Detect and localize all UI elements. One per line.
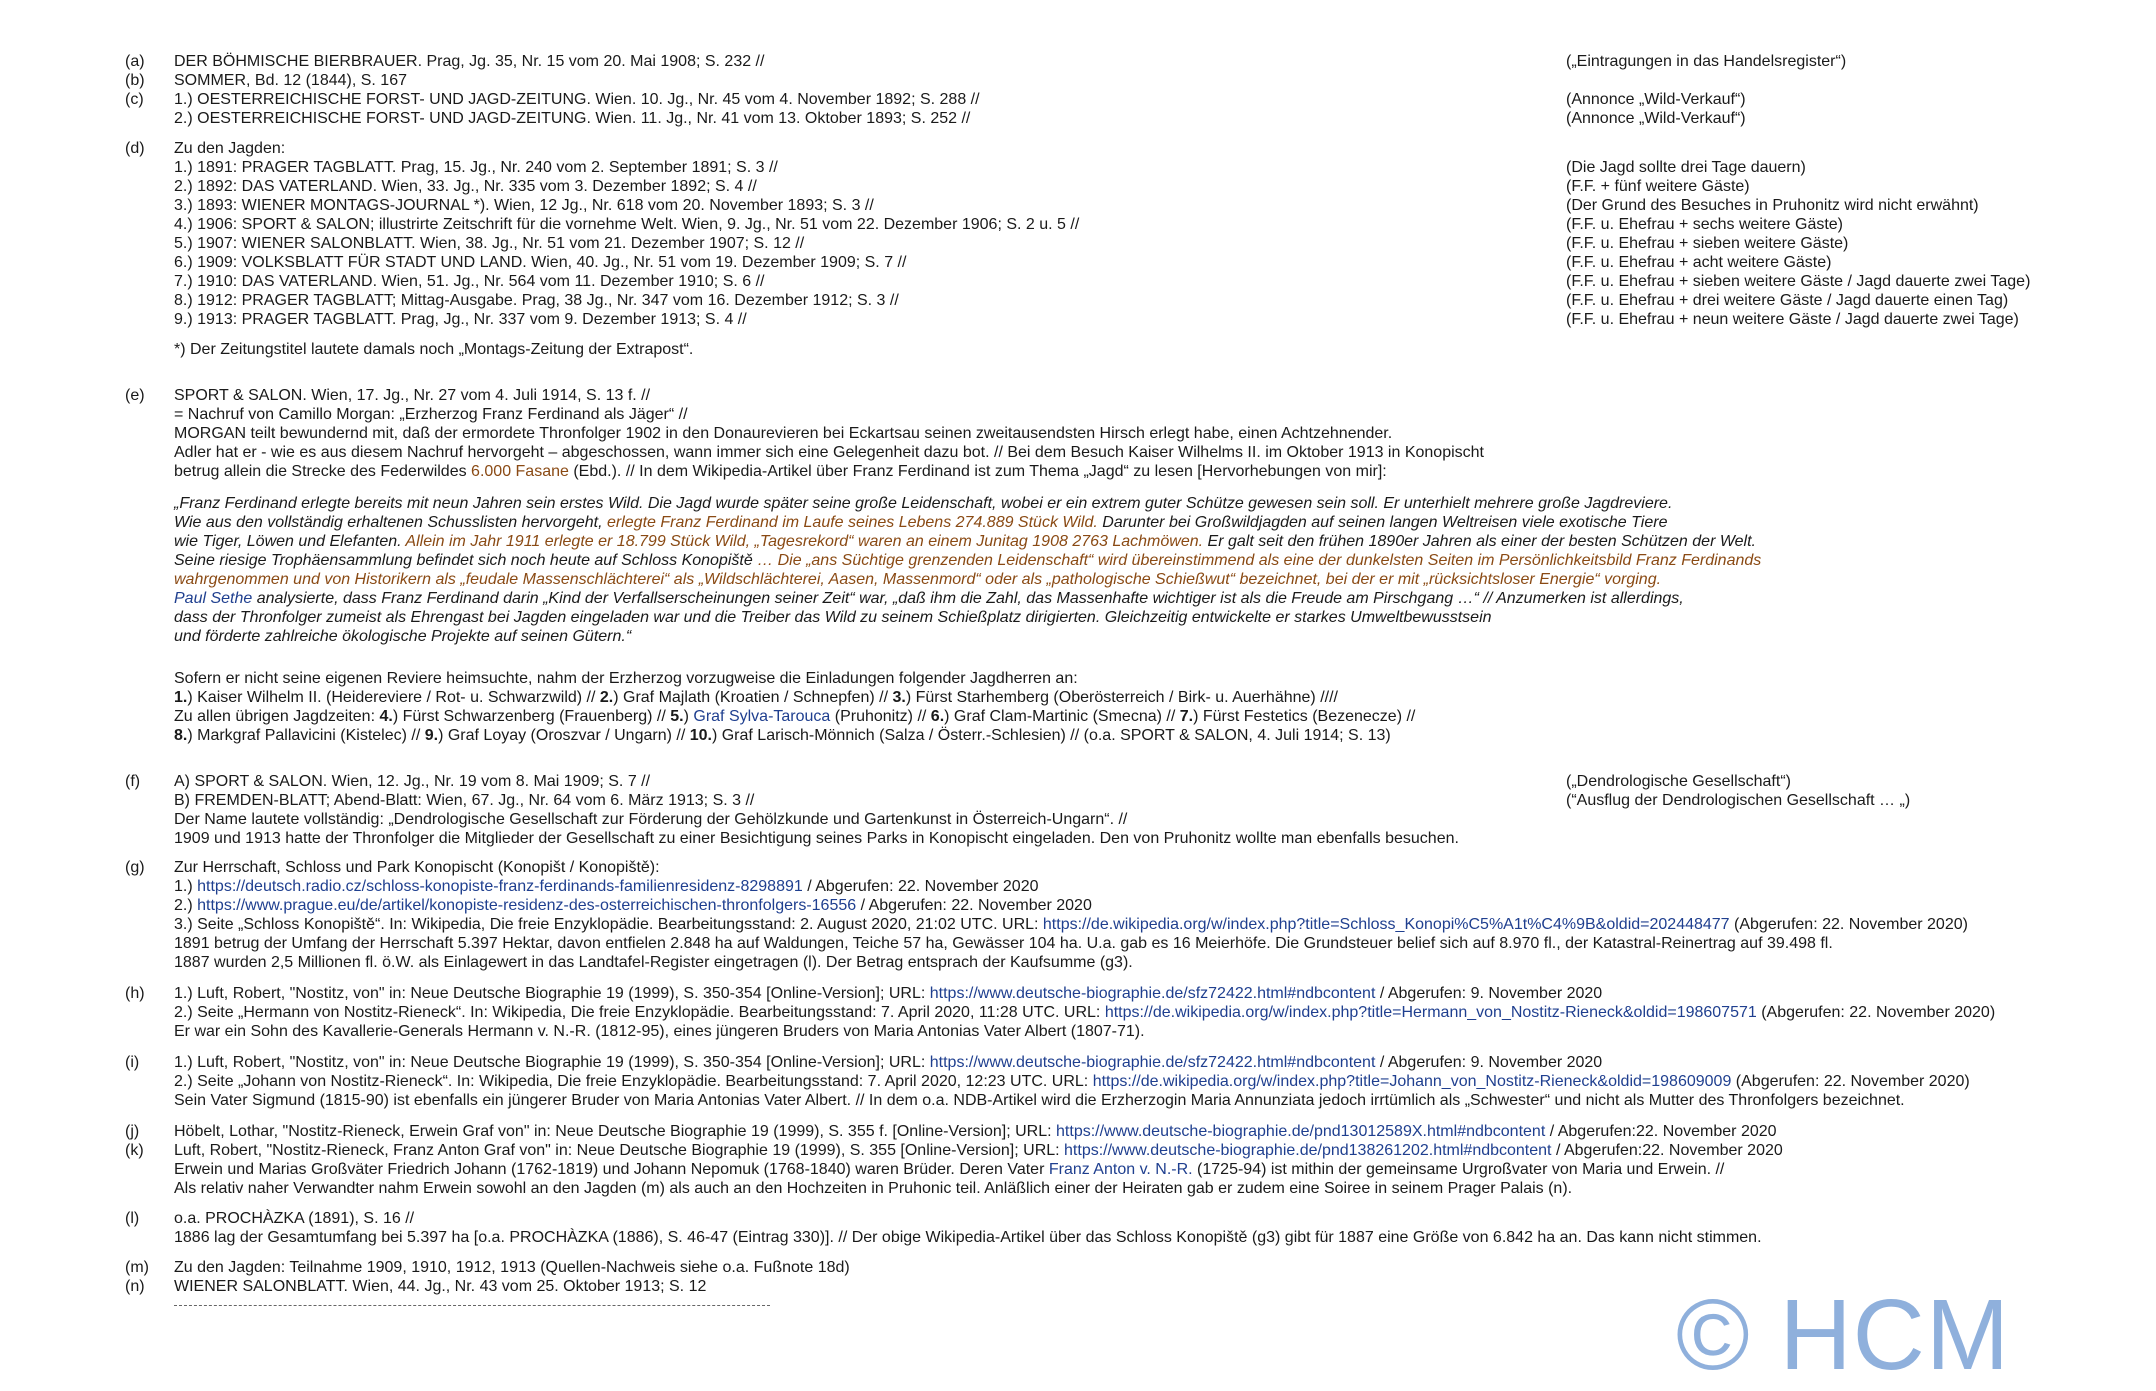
hunt-list-remark: (F.F. u. Ehefrau + drei weitere Gäste / Jagd dauerte einen Tag) — [1566, 292, 2009, 309]
note-m-line: Zu den Jagden: Teilnahme 1909, 1910, 1912, 1913 (Quellen-Nachweis siehe o.a. Fußnote 18d) — [174, 1259, 850, 1276]
text-span: ) Markgraf Pallavicini (Kistelec) // — [187, 727, 425, 744]
host-number: 5. — [670, 708, 684, 725]
text-span: betrug allein die Strecke des Federwildes — [174, 463, 472, 480]
note-h-line — [174, 984, 1602, 1003]
text-span: ) Graf Clam-Martinic (Smecna) // — [944, 708, 1180, 725]
note-c-line1: 1.) OESTERREICHISCHE FORST- UND JAGD-ZEITUNG. Wien. 10. Jg., Nr. 45 vom 4. November 1892; S. 288 // — [174, 91, 980, 108]
host-list-line — [174, 707, 1415, 726]
note-c-remark1: (Annonce „Wild-Verkauf“) — [1566, 91, 1746, 108]
copyright-watermark: © HCM — [1676, 1279, 2011, 1391]
wikipedia-hermann-link[interactable]: https://de.wikipedia.org/w/index.php?title=Hermann_von_Nostitz-Rieneck&oldid=198607571 — [1104, 1004, 1757, 1021]
note-c-remark2: (Annonce „Wild-Verkauf“) — [1566, 110, 1746, 127]
ndb-erwein-link[interactable]: https://www.deutsche-biographie.de/pnd13012589X.html#ndbcontent — [1056, 1123, 1546, 1140]
text-span: ) — [683, 708, 694, 725]
label-j: (j) — [125, 1123, 140, 1140]
label-h: (h) — [125, 985, 145, 1002]
note-a-text: DER BÖHMISCHE BIERBRAUER. Prag, Jg. 35, Nr. 15 vom 20. Mai 1908; S. 232 // — [174, 53, 765, 70]
text-span: ) Kaiser Wilhelm II. (Heidereviere / Rot- u. Schwarzwild) // — [187, 689, 600, 706]
note-f-line: 1909 und 1913 hatte der Thronfolger die Mitglieder der Gesellschaft zu einer Besichtigung seines Parks in Konopischt eingeladen. Den von Pruhonitz wollte man ebenfalls besuchen. — [174, 830, 1459, 847]
label-c: (c) — [125, 91, 144, 108]
note-b-text: SOMMER, Bd. 12 (1844), S. 167 — [174, 72, 407, 89]
text-span: (1725-94) ist mithin der gemeinsame Urgroßvater von Maria und Erwein. // — [1192, 1161, 1725, 1178]
text-span: 1.) Luft, Robert, "Nostitz, von" in: Neue Deutsche Biographie 19 (1999), S. 350-354 [Online-Version]; URL: — [174, 985, 930, 1002]
text-span: analysierte, dass Franz Ferdinand darin „Kind der Verfallserscheinungen seiner Zeit“ war, „daß ihm die Zahl, das Massenhafte wichtiger ist als die Freude am Pirschgang …“ // Anzumerken ist allerdings, — [252, 590, 1684, 607]
label-d: (d) — [125, 140, 145, 157]
note-e-line: SPORT & SALON. Wien, 17. Jg., Nr. 27 vom 4. Juli 1914, S. 13 f. // — [174, 387, 651, 404]
text-span: 2.) Seite „Hermann von Nostitz-Rieneck“. In: Wikipedia, Die freie Enzyklopädie. Bearbeitungsstand: 7. April 2020, 11:28 UTC. URL: — [174, 1004, 1105, 1021]
text-span: 1.) — [174, 878, 198, 895]
ndb-franz-anton-link[interactable]: https://www.deutsche-biographie.de/pnd138261202.html#ndbcontent — [1064, 1142, 1552, 1159]
text-span: Wie aus den vollständig erhaltenen Schusslisten hervorgeht, — [174, 514, 607, 531]
sylva-tarouca-link[interactable]: Graf Sylva-Tarouca — [693, 708, 831, 725]
host-list-line — [174, 688, 1338, 707]
hunt-list-remark: (Die Jagd sollte drei Tage dauern) — [1566, 159, 1806, 176]
host-number: 2. — [599, 689, 614, 706]
host-number: 9. — [424, 727, 439, 744]
host-number: 7. — [1179, 708, 1194, 725]
host-number: 6. — [930, 708, 945, 725]
host-list-line — [174, 726, 1391, 745]
hunt-list-remark: (F.F. u. Ehefrau + acht weitere Gäste) — [1566, 254, 1832, 271]
note-k-line: Als relativ naher Verwandter nahm Erwein sowohl an den Jagden (m) als auch an den Hochzeiten in Pruhonic teil. Anläßlich einer der Heiraten gab er zudem eine Soiree in seinem Prager Palais (n). — [174, 1180, 1573, 1197]
hunt-list-item: 2.) 1892: DAS VATERLAND. Wien, 33. Jg., Nr. 335 vom 3. Dezember 1892; S. 4 // — [174, 178, 757, 195]
note-f-remark1: („Dendrologische Gesellschaft“) — [1566, 773, 1791, 790]
note-i-line — [174, 1053, 1602, 1072]
label-k: (k) — [125, 1142, 144, 1159]
text-span: ) Graf Majlath (Kroatien / Schnepfen) // — [613, 689, 893, 706]
wiki-quote-line — [174, 589, 1684, 608]
text-span: Höbelt, Lothar, "Nostitz-Rieneck, Erwein Graf von" in: Neue Deutsche Biographie 19 (1999), S. 355 f. [Online-Version]; URL: — [174, 1123, 1057, 1140]
wiki-quote-line: „Franz Ferdinand erlegte bereits mit neun Jahren sein erstes Wild. Die Jagd wurde später seine große Leidenschaft, wobei er ein extrem guter Schütze gewesen sein soll. Er unterhielt mehrere große Jagdreviere. — [174, 495, 1673, 512]
label-i: (i) — [125, 1054, 140, 1071]
text-span: / Abgerufen:22. November 2020 — [1551, 1142, 1783, 1159]
note-e-line: = Nachruf von Camillo Morgan: „Erzherzog Franz Ferdinand als Jäger“ // — [174, 406, 688, 423]
note-i-line — [174, 1072, 1970, 1091]
text-span: 2.) — [174, 897, 198, 914]
label-l: (l) — [125, 1210, 140, 1227]
note-j-line — [174, 1122, 1777, 1141]
text-span: / Abgerufen: 22. November 2020 — [802, 878, 1039, 895]
ndb-nostitz-link[interactable]: https://www.deutsche-biographie.de/sfz72422.html#ndbcontent — [929, 985, 1376, 1002]
text-span: / Abgerufen:22. November 2020 — [1545, 1123, 1777, 1140]
note-g-line: 1891 betrug der Umfang der Herrschaft 5.397 Hektar, davon entfielen 2.848 ha auf Waldungen, Teiche 57 ha, Gewässer 104 ha. U.a. gab es 16 Meierhöfe. Die Grundsteuer belief sich auf 8.970 fl., der Katastral-Reinertrag auf 39.498 fl. — [174, 935, 1833, 952]
label-n: (n) — [125, 1278, 145, 1295]
note-l-line: 1886 lag der Gesamtumfang bei 5.397 ha [o.a. PROCHÀZKA (1886), S. 46-47 (Eintrag 330)]. // Der obige Wikipedia-Artikel über das Schloss Konopiště (g3) gibt für 1887 eine Größe von 6.842 ha an. Das kann nicht stimmen. — [174, 1229, 1762, 1246]
text-span: / Abgerufen: 22. November 2020 — [856, 897, 1092, 914]
text-span: ) Fürst Festetics (Bezenecze) // — [1193, 708, 1416, 725]
note-f-line: A) SPORT & SALON. Wien, 12. Jg., Nr. 19 vom 8. Mai 1909; S. 7 // — [174, 773, 651, 790]
radio-cz-link[interactable]: https://deutsch.radio.cz/schloss-konopiste-franz-ferdinands-familienresidenz-8298891 — [197, 878, 803, 895]
note-k-line — [174, 1160, 1724, 1179]
note-g-line — [174, 915, 1968, 934]
quote-highlight: Allein im Jahr 1911 erlegte er 18.799 Stück Wild, „Tagesrekord“ waren an einem Junitag 1908 2763 Lachmöwen. — [405, 533, 1204, 550]
note-d-footnote: *) Der Zeitungstitel lautete damals noch „Montags-Zeitung der Extrapost“. — [174, 341, 694, 358]
wiki-quote-line — [174, 513, 1667, 532]
host-number: 10. — [689, 727, 712, 744]
hunt-list-remark: (F.F. u. Ehefrau + sieben weitere Gäste / Jagd dauerte zwei Tage) — [1566, 273, 2031, 290]
note-d-intro: Zu den Jagden: — [174, 140, 286, 157]
note-h-line: Er war ein Sohn des Kavallerie-Generals Hermann v. N.-R. (1812-95), eines jüngeren Bruders von Maria Antonias Vater Albert (1807-71). — [174, 1023, 1145, 1040]
quote-highlight: … Die „ans Süchtige grenzenden Leidenschaft“ wird übereinstimmend als eine der dunkelsten Seiten im Persönlichkeitsbild Franz Ferdinands — [757, 552, 1762, 569]
text-span: 2.) Seite „Johann von Nostitz-Rieneck“. In: Wikipedia, Die freie Enzyklopädie. Bearbeitungsstand: 7. April 2020, 12:23 UTC. URL: — [174, 1073, 1093, 1090]
note-e-line — [174, 462, 1387, 481]
note-f-line: B) FREMDEN-BLATT; Abend-Blatt: Wien, 67. Jg., Nr. 64 vom 6. März 1913; S. 3 // — [174, 792, 755, 809]
text-span: Er galt seit den frühen 1890er Jahren als einer der besten Schützen der Welt. — [1203, 533, 1756, 550]
hunt-list-item: 1.) 1891: PRAGER TAGBLATT. Prag, 15. Jg., Nr. 240 vom 2. September 1891; S. 3 // — [174, 159, 778, 176]
text-span: (Ebd.). // In dem Wikipedia-Artikel über Franz Ferdinand ist zum Thema „Jagd“ zu lesen [Hervorhebungen von mir]: — [568, 463, 1387, 480]
hunt-list-remark: (F.F. u. Ehefrau + neun weitere Gäste / Jagd dauerte zwei Tage) — [1566, 311, 2019, 328]
hunt-list-item: 9.) 1913: PRAGER TAGBLATT. Prag, Jg., Nr. 337 vom 9. Dezember 1913; S. 4 // — [174, 311, 747, 328]
hunt-list-item: 5.) 1907: WIENER SALONBLATT. Wien, 38. Jg., Nr. 51 vom 21. Dezember 1907; S. 12 // — [174, 235, 805, 252]
label-a: (a) — [125, 53, 145, 70]
note-a-remark: („Eintragungen in das Handelsregister“) — [1566, 53, 1847, 70]
end-separator — [174, 1305, 770, 1306]
hunt-list-remark: (F.F. u. Ehefrau + sieben weitere Gäste) — [1566, 235, 1849, 252]
text-span: Luft, Robert, "Nostitz-Rieneck, Franz Anton Graf von" in: Neue Deutsche Biographie 19 (1999), S. 355 [Online-Version]; URL: — [174, 1142, 1065, 1159]
note-h-line — [174, 1003, 1995, 1022]
prague-eu-link[interactable]: https://www.prague.eu/de/artikel/konopiste-residenz-des-osterreichischen-thronfolgers-16556 — [197, 897, 857, 914]
wikipedia-konopiste-link[interactable]: https://de.wikipedia.org/w/index.php?title=Schloss_Konopi%C5%A1t%C4%9B&oldid=202448477 — [1042, 916, 1730, 933]
hunt-list-item: 6.) 1909: VOLKSBLATT FÜR STADT UND LAND. Wien, 40. Jg., Nr. 51 vom 19. Dezember 1909; S. 7 // — [174, 254, 907, 271]
text-span: / Abgerufen: 9. November 2020 — [1375, 1054, 1603, 1071]
wikipedia-johann-link[interactable]: https://de.wikipedia.org/w/index.php?title=Johann_von_Nostitz-Rieneck&oldid=198609009 — [1092, 1073, 1732, 1090]
text-span: ) Fürst Schwarzenberg (Frauenberg) // — [392, 708, 671, 725]
host-number: 1. — [174, 689, 188, 706]
ndb-nostitz-link[interactable]: https://www.deutsche-biographie.de/sfz72422.html#ndbcontent — [929, 1054, 1376, 1071]
host-number: 3. — [892, 689, 906, 706]
note-g-line — [174, 877, 1039, 896]
text-span: ) Fürst Starhemberg (Oberösterreich / Birk- u. Auerhähne) //// — [905, 689, 1338, 706]
label-m: (m) — [125, 1259, 149, 1276]
note-l-line: o.a. PROCHÀZKA (1891), S. 16 // — [174, 1210, 415, 1227]
text-span: 3.) Seite „Schloss Konopiště“. In: Wikipedia, Die freie Enzyklopädie. Bearbeitungsstand: 2. August 2020, 21:02 UTC. URL: — [174, 916, 1043, 933]
host-number: 8. — [174, 727, 188, 744]
label-b: (b) — [125, 72, 145, 89]
text-span: Seine riesige Trophäensammlung befindet sich noch heute auf Schloss Konopiště — [174, 552, 758, 569]
label-g: (g) — [125, 859, 145, 876]
hunt-list-remark: (Der Grund des Besuches in Pruhonitz wird nicht erwähnt) — [1566, 197, 1979, 214]
text-span: / Abgerufen: 9. November 2020 — [1375, 985, 1603, 1002]
text-span: ) Graf Larisch-Mönnich (Salza / Österr.-Schlesien) // (o.a. SPORT & SALON, 4. Juli 1914; S. 13) — [711, 727, 1391, 744]
text-span: Erwein und Marias Großväter Friedrich Johann (1762-1819) und Johann Nepomuk (1768-1840) waren Brüder. Deren Vater — [174, 1161, 1049, 1178]
label-f: (f) — [125, 773, 141, 790]
note-g-line: Zur Herrschaft, Schloss und Park Konopischt (Konopišt / Konopiště): — [174, 859, 660, 876]
hunt-list-item: 7.) 1910: DAS VATERLAND. Wien, 51. Jg., Nr. 564 vom 11. Dezember 1910; S. 6 // — [174, 273, 765, 290]
hunt-list-item: 4.) 1906: SPORT & SALON; illustrirte Zeitschrift für die vornehme Welt. Wien, 9. Jg., Nr. 51 vom 22. Dezember 1906; S. 2 u. 5 // — [174, 216, 1080, 233]
host-number: 4. — [379, 708, 393, 725]
franz-anton-link[interactable]: Franz Anton v. N.-R. — [1048, 1161, 1193, 1178]
label-e: (e) — [125, 387, 145, 404]
hunt-list-item: 3.) 1893: WIENER MONTAGS-JOURNAL *). Wien, 12 Jg., Nr. 618 vom 20. November 1893; S. 3 // — [174, 197, 874, 214]
note-f-line: Der Name lautete vollständig: „Dendrologische Gesellschaft zur Förderung der Gehölzkunde und Gartenkunst in Österreich-Ungarn“. // — [174, 811, 1128, 828]
note-g-line: 1887 wurden 2,5 Millionen fl. ö.W. als Einlagewert in das Landtafel-Register eingetragen (l). Der Betrag entsprach der Kaufsumme (g3). — [174, 954, 1133, 971]
text-span: 1.) Luft, Robert, "Nostitz, von" in: Neue Deutsche Biographie 19 (1999), S. 350-354 [Online-Version]; URL: — [174, 1054, 930, 1071]
text-span: (Abgerufen: 22. November 2020) — [1756, 1004, 1996, 1021]
text-span: ) Graf Loyay (Oroszvar / Ungarn) // — [438, 727, 690, 744]
note-n-line: WIENER SALONBLATT. Wien, 44. Jg., Nr. 43 vom 25. Oktober 1913; S. 12 — [174, 1278, 707, 1295]
note-f-remark2: (“Ausflug der Dendrologischen Gesellschaft … „) — [1566, 792, 1911, 809]
text-span: (Pruhonitz) // — [830, 708, 931, 725]
paul-sethe-link[interactable]: Paul Sethe — [174, 590, 253, 607]
note-e-line: Adler hat er - wie es aus diesem Nachruf hervorgeht – abgeschossen, wann immer sich eine Gelegenheit dazu bot. // Bei dem Besuch Kaiser Wilhelms II. im Oktober 1913 in Konopischt — [174, 444, 1484, 461]
note-e-line: MORGAN teilt bewundernd mit, daß der ermordete Thronfolger 1902 in den Donaurevieren bei Eckartsau seinen zweitausendsten Hirsch erlegt habe, einen Achtzehnender. — [174, 425, 1393, 442]
note-k-line — [174, 1141, 1783, 1160]
text-span: Zu allen übrigen Jagdzeiten: — [174, 708, 380, 725]
text-span: (Abgerufen: 22. November 2020) — [1729, 916, 1968, 933]
host-list-intro: Sofern er nicht seine eigenen Reviere heimsuchte, nahm der Erzherzog vorzugweise die Einladungen folgender Jagdherren an: — [174, 670, 1078, 687]
note-i-line: Sein Vater Sigmund (1815-90) ist ebenfalls ein jüngerer Bruder von Maria Antonias Vater Albert. // In dem o.a. NDB-Artikel wird die Erzherzogin Maria Annunziata jedoch irrtümlich als „Schwester“ und nicht als Mutter des Thronfolgers bezeichnet. — [174, 1092, 1905, 1109]
wiki-quote-line: dass der Thronfolger zumeist als Ehrengast bei Jagden eingeladen war und die Treiber das Wild zu seinem Schießplatz dirigierten. Gleichzeitig entwickelte er starkes Umweltbewusstsein — [174, 609, 1492, 626]
note-c-line2: 2.) OESTERREICHISCHE FORST- UND JAGD-ZEITUNG. Wien. 11. Jg., Nr. 41 vom 13. Oktober 1893; S. 252 // — [174, 110, 971, 127]
highlight-pheasants: 6.000 Fasane — [471, 463, 569, 480]
wiki-quote-line: und förderte zahlreiche ökologische Projekte auf seinen Gütern.“ — [174, 628, 632, 645]
wiki-quote-line: wahrgenommen und von Historikern als „feudale Massenschlächterei“ als „Wildschlächterei, Aasen, Massenmord“ oder als „pathologische Schießwut“ bezeichnet, bei der er mit „rücksichtsloser Energie“ vorging. — [174, 571, 1662, 588]
hunt-list-item: 8.) 1912: PRAGER TAGBLATT; Mittag-Ausgabe. Prag, 38 Jg., Nr. 347 vom 16. Dezember 1912; S. 3 // — [174, 292, 899, 309]
text-span: Darunter bei Großwildjagden auf seinen langen Weltreisen viele exotische Tiere — [1097, 514, 1668, 531]
hunt-list-remark: (F.F. u. Ehefrau + sechs weitere Gäste) — [1566, 216, 1844, 233]
hunt-list-remark: (F.F. + fünf weitere Gäste) — [1566, 178, 1750, 195]
text-span: wie Tiger, Löwen und Elefanten. — [174, 533, 406, 550]
wiki-quote-line — [174, 551, 1761, 570]
wiki-quote-line — [174, 532, 1756, 551]
quote-highlight: erlegte Franz Ferdinand im Laufe seines Lebens 274.889 Stück Wild. — [607, 514, 1098, 531]
note-g-line — [174, 896, 1092, 915]
text-span: (Abgerufen: 22. November 2020) — [1731, 1073, 1970, 1090]
